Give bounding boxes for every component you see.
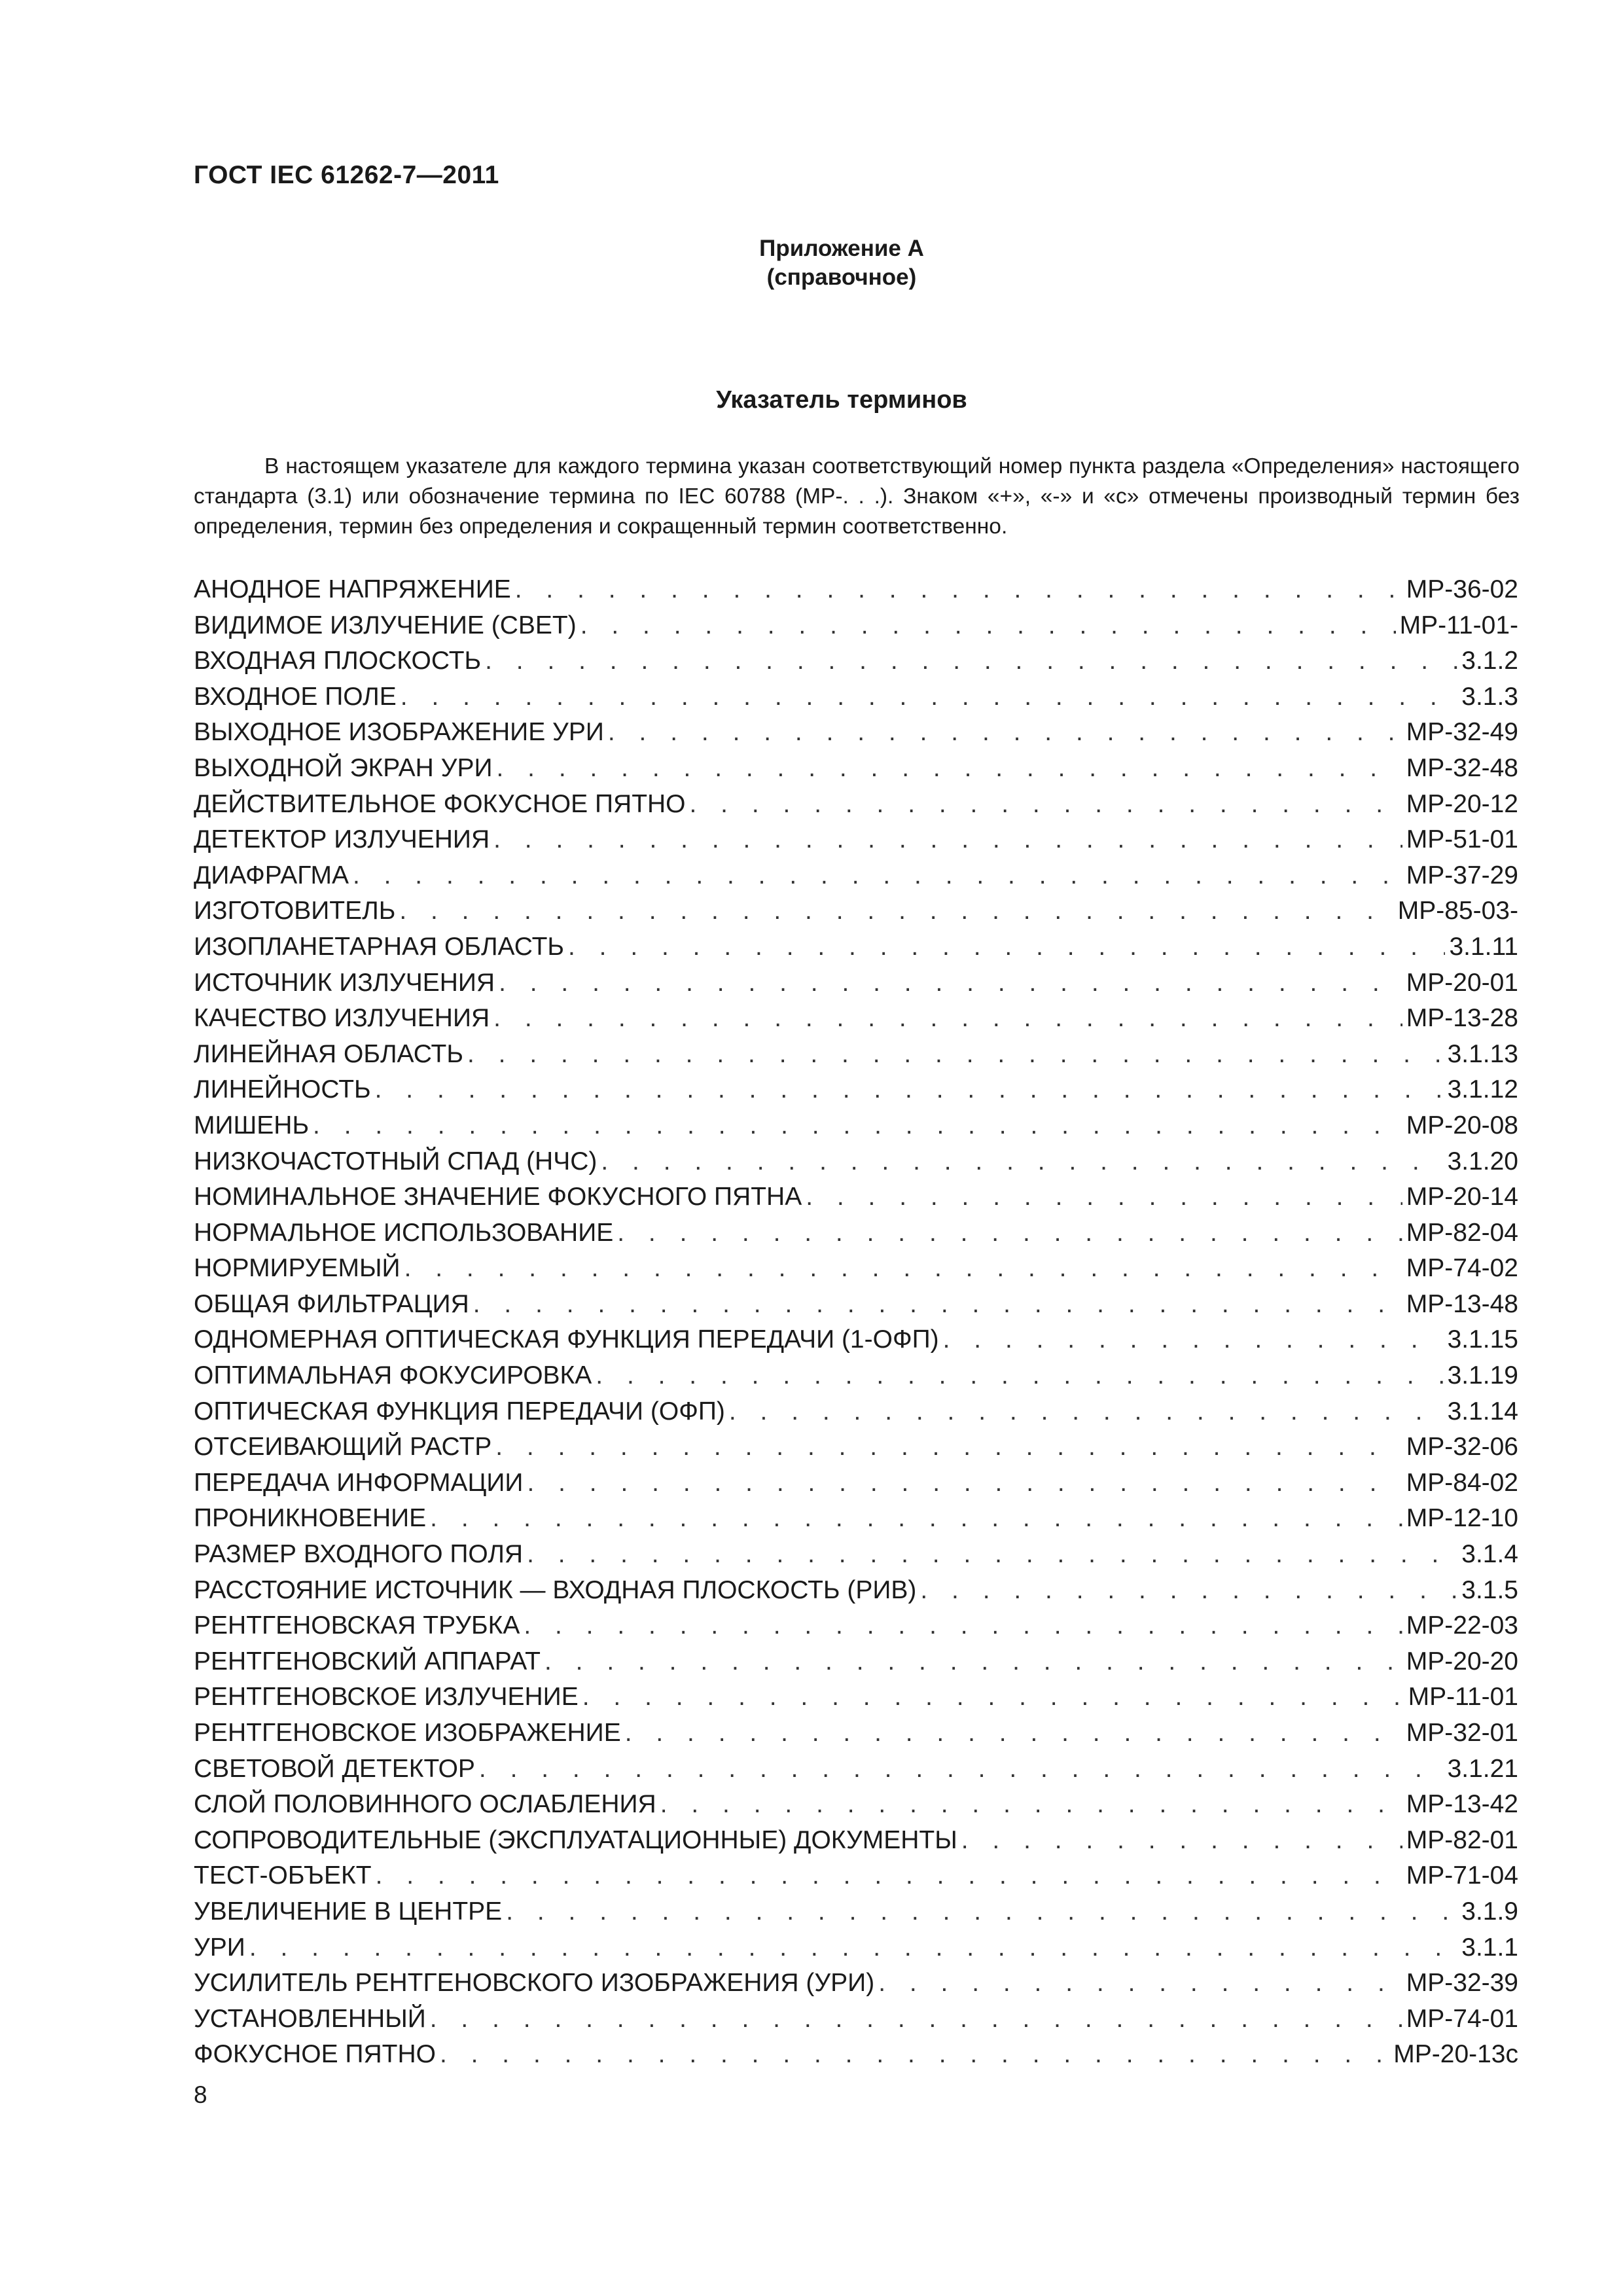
dot-leader [515,572,1402,608]
index-reference: 3.1.11 [1449,932,1518,961]
index-entry [194,1465,1518,1501]
dot-leader [401,679,1457,715]
dot-leader [497,751,1402,787]
index-reference: МР-20-12 [1406,789,1518,818]
dot-leader [568,929,1445,965]
index-term: ОТСЕИВАЮЩИЙ РАСТР [194,1433,492,1462]
index-entry [194,1429,1518,1465]
index-entry [194,572,1518,608]
index-term: РЕНТГЕНОВСКАЯ ТРУБКА [194,1611,520,1640]
index-reference: МР-32-48 [1406,753,1518,782]
dot-leader [920,1573,1457,1609]
index-term: ДЕЙСТВИТЕЛЬНОЕ ФОКУСНОЕ ПЯТНО [194,789,686,818]
index-term: ОДНОМЕРНАЯ ОПТИЧЕСКАЯ ФУНКЦИЯ ПЕРЕДАЧИ (1-ОФП) [194,1325,939,1354]
index-entry [194,965,1518,1001]
dot-leader [376,1858,1402,1894]
index-reference: МР-71-04 [1406,1861,1518,1890]
index-term: ПЕРЕДАЧА ИНФОРМАЦИИ [194,1468,524,1497]
index-term: НОРМАЛЬНОЕ ИСПОЛЬЗОВАНИЕ [194,1218,614,1247]
dot-leader [495,1429,1402,1465]
index-reference: МР-20-08 [1406,1111,1518,1139]
index-term: РАЗМЕР ВХОДНОГО ПОЛЯ [194,1540,524,1569]
index-intro-paragraph: В настоящем указателе для каждого термина указан соответствующий номер пункта раздела «Определения» настоящего стандарта (3.1) или обозначение термина по IEC 60788 (МР-. . .). Знаком «+», «-» и «с» отмечены производный термин без определения, термин без определения и сокращенный термин соответственно. [194,454,1520,539]
index-reference: 3.1.4 [1461,1540,1518,1569]
index-entry [194,608,1518,644]
index-reference: 3.1.3 [1461,682,1518,711]
annex-title: Приложение А [759,236,924,261]
index-term: УРИ [194,1933,245,1962]
dot-leader [527,1465,1402,1501]
index-reference: 3.1.15 [1447,1325,1518,1354]
index-reference: МР-20-13с [1393,2040,1518,2069]
index-entry [194,1108,1518,1144]
dot-leader [375,1072,1444,1108]
page-number: 8 [194,2081,207,2108]
index-reference: МР-82-04 [1406,1218,1518,1247]
index-reference: МР-82-01 [1406,1825,1518,1854]
index-reference: 3.1.13 [1447,1039,1518,1068]
index-entry [194,1037,1518,1073]
dot-leader [440,2037,1389,2073]
index-term: ПРОНИКНОВЕНИЕ [194,1504,427,1533]
index-term: УВЕЛИЧЕНИЕ В ЦЕНТРЕ [194,1897,503,1926]
index-entry [194,1287,1518,1323]
document-code: ГОСТ IEC 61262-7—2011 [194,161,499,189]
dot-leader [485,643,1457,679]
index-term: ВХОДНАЯ ПЛОСКОСТЬ [194,647,482,675]
dot-leader [601,1144,1443,1180]
index-entry [194,822,1518,858]
index-reference: 3.1.20 [1447,1147,1518,1175]
index-entry [194,2037,1518,2073]
index-term: АНОДНОЕ НАПРЯЖЕНИЕ [194,575,511,603]
dot-leader [353,858,1402,894]
dot-leader [524,1608,1402,1644]
index-reference: МР-37-29 [1406,861,1518,889]
annex-type: (справочное) [766,264,917,290]
index-term: ТЕСТ-ОБЪЕКТ [194,1861,372,1890]
dot-leader [493,822,1402,858]
index-term: РЕНТГЕНОВСКОЕ ИЗОБРАЖЕНИЕ [194,1719,621,1747]
dot-leader [506,1894,1457,1930]
dot-leader [660,1787,1402,1823]
index-reference: 3.1.1 [1461,1933,1518,1962]
index-entry [194,1215,1518,1251]
index-term: ДЕТЕКТОР ИЗЛУЧЕНИЯ [194,825,490,854]
index-entry [194,2001,1518,2037]
index-term: НОРМИРУЕМЫЙ [194,1254,401,1283]
index-term: НОМИНАЛЬНОЕ ЗНАЧЕНИЕ ФОКУСНОГО ПЯТНА [194,1183,802,1211]
index-term: РЕНТГЕНОВСКОЕ ИЗЛУЧЕНИЕ [194,1683,579,1712]
index-reference: МР-20-14 [1406,1183,1518,1211]
dot-leader [625,1715,1402,1751]
index-entry [194,1644,1518,1680]
dot-leader [806,1179,1402,1215]
dot-leader [961,1823,1402,1859]
index-entry [194,787,1518,823]
dot-leader [493,1001,1402,1037]
index-reference: МР-32-39 [1406,1969,1518,1998]
index-entry [194,1965,1518,2001]
index-entry [194,1179,1518,1215]
index-entry [194,1787,1518,1823]
index-term: РАССТОЯНИЕ ИСТОЧНИК — ВХОДНАЯ ПЛОСКОСТЬ (РИВ) [194,1575,917,1604]
dot-leader [430,2001,1402,2037]
index-term: СЛОЙ ПОЛОВИННОГО ОСЛАБЛЕНИЯ [194,1790,656,1819]
dot-leader [582,1679,1404,1715]
dot-leader [473,1287,1402,1323]
dot-leader [580,608,1396,644]
index-reference: МР-84-02 [1406,1468,1518,1497]
index-title: Указатель терминов [716,386,967,414]
index-term: ВИДИМОЕ ИЗЛУЧЕНИЕ (СВЕТ) [194,611,577,639]
dot-leader [399,893,1393,929]
index-term: СОПРОВОДИТЕЛЬНЫЕ (ЭКСПЛУАТАЦИОННЫЕ) ДОКУМЕНТЫ [194,1825,957,1854]
index-term: ОПТИМАЛЬНАЯ ФОКУСИРОВКА [194,1361,592,1390]
index-term: ОПТИЧЕСКАЯ ФУНКЦИЯ ПЕРЕДАЧИ (ОФП) [194,1397,725,1426]
index-entry [194,1322,1518,1358]
index-term: НИЗКОЧАСТОТНЫЙ СПАД (НЧС) [194,1147,597,1175]
index-entry [194,893,1518,929]
index-entry [194,1823,1518,1859]
dot-leader [544,1644,1402,1680]
index-term: УСТАНОВЛЕННЫЙ [194,2004,426,2033]
index-reference: МР-36-02 [1406,575,1518,603]
dot-leader [479,1751,1444,1787]
index-reference: МР-13-42 [1406,1790,1518,1819]
index-reference: 3.1.21 [1447,1754,1518,1783]
index-reference: МР-11-01 [1408,1683,1518,1712]
index-reference: МР-13-28 [1406,1004,1518,1033]
index-entry [194,751,1518,787]
index-entry [194,1001,1518,1037]
index-entry [194,1573,1518,1609]
dot-leader [690,787,1402,823]
dot-leader [313,1108,1402,1144]
index-term: КАЧЕСТВО ИЗЛУЧЕНИЯ [194,1004,490,1033]
index-entry [194,1751,1518,1787]
index-reference: МР-85-03- [1397,897,1518,925]
index-reference: МР-12-10 [1406,1504,1518,1533]
index-term: ВЫХОДНОЙ ЭКРАН УРИ [194,753,493,782]
dot-leader [527,1537,1457,1573]
index-reference: МР-13-48 [1406,1289,1518,1318]
term-index-list [194,572,1518,2073]
dot-leader [499,965,1402,1001]
index-term: ДИАФРАГМА [194,861,349,889]
index-reference: МР-51-01 [1406,825,1518,854]
index-reference: 3.1.14 [1447,1397,1518,1426]
dot-leader [249,1930,1457,1966]
index-term: ИЗГОТОВИТЕЛЬ [194,897,396,925]
index-term: ФОКУСНОЕ ПЯТНО [194,2040,436,2069]
index-term: ЛИНЕЙНОСТЬ [194,1075,371,1104]
dot-leader [608,715,1402,751]
index-entry [194,643,1518,679]
dot-leader [878,1965,1402,2001]
index-reference: МР-74-02 [1406,1254,1518,1283]
index-entry [194,1144,1518,1180]
index-entry [194,1894,1518,1930]
index-reference: 3.1.9 [1461,1897,1518,1926]
index-reference: МР-32-01 [1406,1719,1518,1747]
index-entry [194,1715,1518,1751]
index-term: РЕНТГЕНОВСКИЙ АППАРАТ [194,1647,541,1676]
index-entry [194,1608,1518,1644]
index-entry [194,1679,1518,1715]
index-term: ИСТОЧНИК ИЗЛУЧЕНИЯ [194,968,495,997]
index-entry [194,1251,1518,1287]
index-reference: МР-20-20 [1406,1647,1518,1676]
index-entry [194,715,1518,751]
index-term: ВХОДНОЕ ПОЛЕ [194,682,397,711]
index-entry [194,929,1518,965]
index-reference: МР-32-49 [1406,718,1518,747]
index-term: ИЗОПЛАНЕТАРНАЯ ОБЛАСТЬ [194,932,564,961]
index-entry [194,1072,1518,1108]
index-reference: МР-20-01 [1406,968,1518,997]
index-entry [194,1501,1518,1537]
index-reference: 3.1.12 [1447,1075,1518,1104]
dot-leader [404,1251,1402,1287]
index-reference: 3.1.2 [1461,647,1518,675]
dot-leader [596,1358,1443,1394]
index-term: УСИЛИТЕЛЬ РЕНТГЕНОВСКОГО ИЗОБРАЖЕНИЯ (УРИ) [194,1969,875,1998]
dot-leader [467,1037,1444,1073]
index-term: ЛИНЕЙНАЯ ОБЛАСТЬ [194,1039,463,1068]
index-entry [194,1358,1518,1394]
dot-leader [729,1394,1444,1430]
index-reference: МР-22-03 [1406,1611,1518,1640]
index-term: ВЫХОДНОЕ ИЗОБРАЖЕНИЕ УРИ [194,718,604,747]
index-term: ОБЩАЯ ФИЛЬТРАЦИЯ [194,1289,469,1318]
index-entry [194,1930,1518,1966]
index-reference: МР-32-06 [1406,1433,1518,1462]
index-entry [194,1394,1518,1430]
index-reference: МР-11-01- [1399,611,1518,639]
index-entry [194,1537,1518,1573]
index-entry [194,679,1518,715]
index-reference: МР-74-01 [1406,2004,1518,2033]
index-reference: 3.1.19 [1447,1361,1518,1390]
index-entry [194,1858,1518,1894]
dot-leader [943,1322,1444,1358]
dot-leader [430,1501,1402,1537]
index-entry [194,858,1518,894]
index-term: МИШЕНЬ [194,1111,310,1139]
index-reference: 3.1.5 [1461,1575,1518,1604]
dot-leader [617,1215,1402,1251]
index-term: СВЕТОВОЙ ДЕТЕКТОР [194,1754,475,1783]
